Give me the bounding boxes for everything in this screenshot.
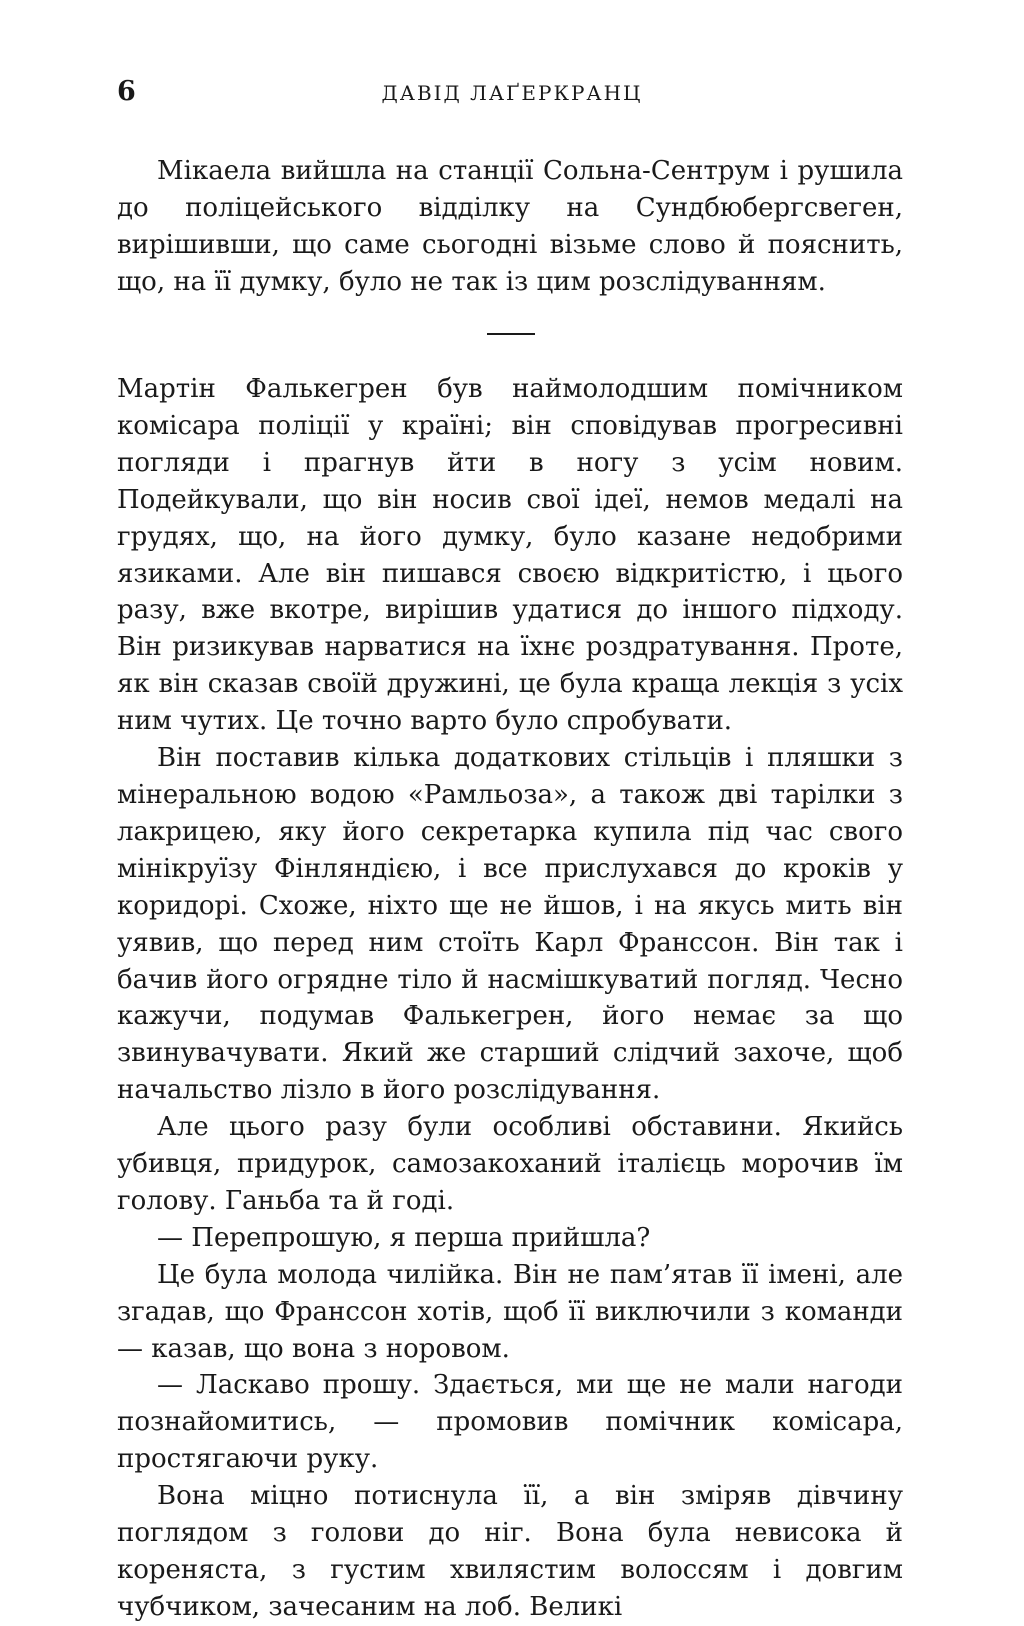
dialogue-line: — Ласкаво прошу. Здається, ми ще не мали нагоди познайомитись, — промовив помічник комісара, простягаючи руку.	[117, 1370, 903, 1475]
dialogue-line: — Перепрошую, я перша прийшла?	[157, 1222, 651, 1253]
paragraph: Він поставив кілька додаткових стільців і пляшки з мінеральною водою «Рамльоза», а також дві тарілки з лакрицею, яку його секретарка купила під час свого мінікруїзу Фінляндією, і все прислухався до кроків у коридорі. Схоже, ніхто ще не йшов, і на якусь мить він уявив, що перед ним стоїть Карл Франссон. Він так і бачив його огрядне тіло й насмішкуватий погляд. Чесно кажучи, подумав Фалькегрен, його немає за що звинувачувати. Який же старший слідчий захоче, щоб начальство лізло в його розслідування.	[117, 743, 903, 1106]
paragraph: Мікаела вийшла на станції Сольна-Сентрум і рушила до поліцейського відділку на Сундбюбергсвеген, вирішивши, що саме сьогодні візьме слово й пояснить, що, на її думку, було не так із цим розслідуванням.	[117, 156, 903, 297]
running-title-text: ДАВІД ЛАҐЕРКРАНЦ	[381, 81, 643, 105]
paragraph: Але цього разу були особливі обставини. Якийсь убивця, придурок, самозакоханий італієць морочив їм голову. Ганьба та й годі.	[117, 1112, 903, 1216]
paragraph: Вона міцно потиснула її, а він зміряв дівчину поглядом з голови до ніг. Вона була невисока й кореняста, з густим хвилястим волоссям і довгим чубчиком, зачесаним на лоб. Великі	[117, 1481, 903, 1622]
section-2	[117, 371, 903, 1626]
running-title	[0, 75, 1024, 111]
paragraph: Мартін Фалькегрен був наймолодшим помічником комісара поліції у країні; він сповідував прогресивні погляди і прагнув йти в ногу з усім новим. Подейкували, що він носив свої ідеї, немов медалі на грудях, що, на його думку, було казане недобрими язиками. Але він пишався своєю відкритістю, і цього разу, вже вкотре, вирішив удатися до іншого підходу. Він ризикував нарватися на їхнє роздратування. Проте, як він сказав своїй дружині, це була краща лекція з усіх ним чутих. Це точно варто було спробувати.	[117, 374, 903, 737]
paragraph: Це була молода чилійка. Він не пам’ятав її імені, але згадав, що Франссон хотів, щоб її виключили з команди — казав, що вона з норовом.	[117, 1259, 903, 1364]
section-1	[117, 153, 903, 301]
section-separator	[487, 333, 535, 335]
page-number: 6	[117, 76, 136, 107]
